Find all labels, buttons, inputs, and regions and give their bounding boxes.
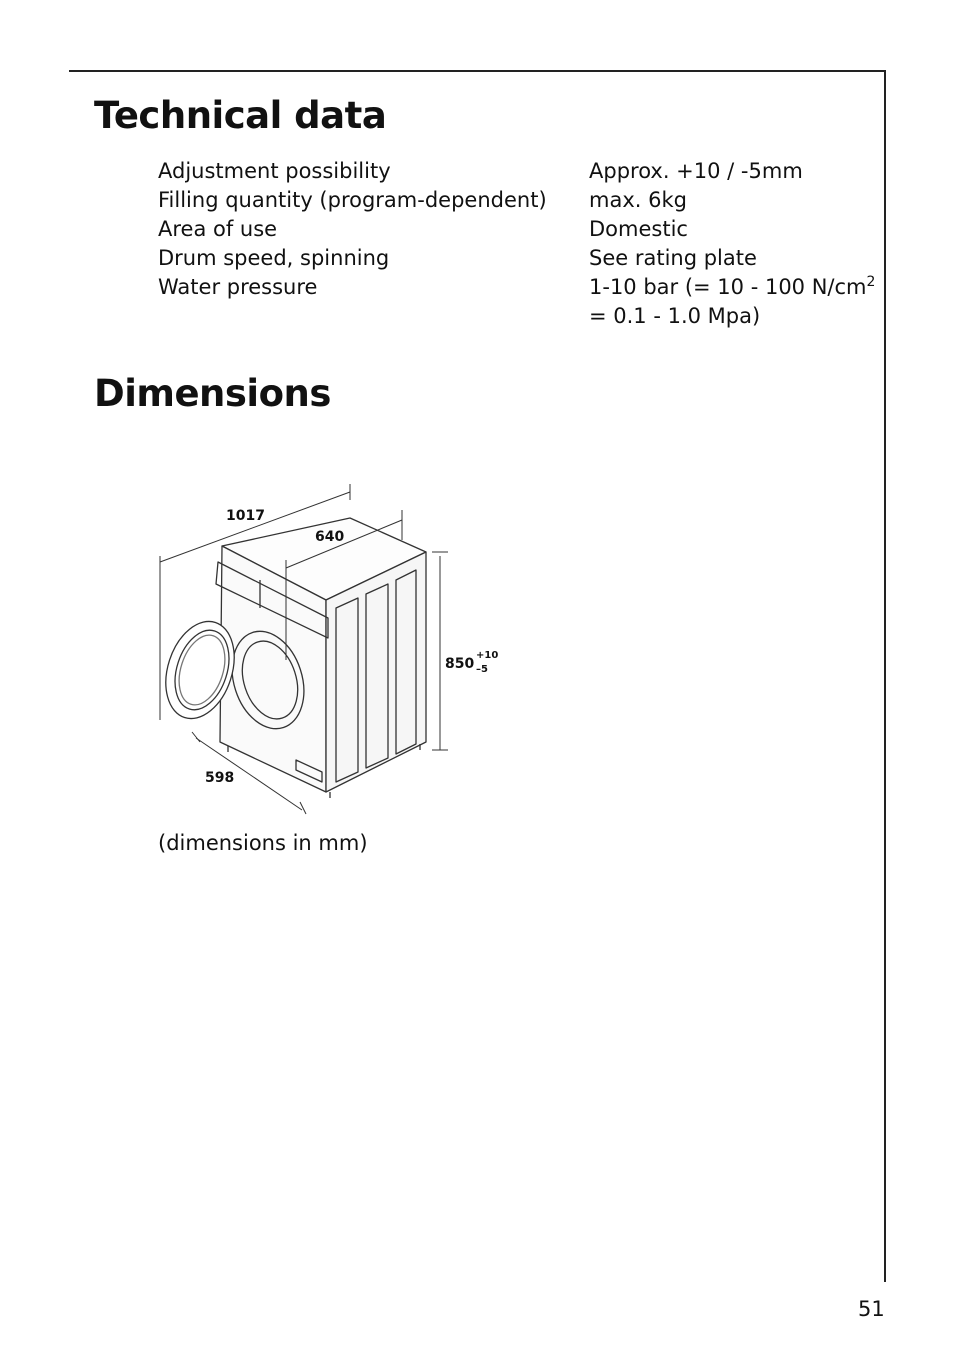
superscript-exponent: 2 xyxy=(866,274,876,290)
spec-value: Approx. +10 / -5mm xyxy=(589,159,803,183)
page-number: 51 xyxy=(858,1297,885,1321)
water-pressure-value: 1-10 bar (= 10 - 100 N/cm xyxy=(589,275,867,299)
spec-label: Adjustment possibility xyxy=(158,159,391,183)
spec-value xyxy=(589,273,879,331)
technical-data-heading: Technical data xyxy=(94,94,387,137)
washing-machine-dimension-drawing xyxy=(150,480,510,820)
right-rule xyxy=(884,70,886,1282)
spec-label: Water pressure xyxy=(158,275,318,299)
spec-label: Drum speed, spinning xyxy=(158,246,390,270)
dim-label-640: 640 xyxy=(315,529,345,545)
spec-label: Area of use xyxy=(158,217,278,241)
dim-label-598: 598 xyxy=(205,770,235,786)
spec-value: max. 6kg xyxy=(589,188,687,212)
water-pressure-value-continued: = 0.1 - 1.0 Mpa) xyxy=(589,304,761,328)
dim-label-850-tolerance-plus: +10 xyxy=(476,650,499,661)
dim-label-1017: 1017 xyxy=(226,508,265,524)
dim-label-850: 850 xyxy=(445,656,475,672)
dimensions-caption: (dimensions in mm) xyxy=(158,831,368,855)
spec-label: Filling quantity (program-dependent) xyxy=(158,188,547,212)
spec-value: Domestic xyxy=(589,217,688,241)
dim-label-850-tolerance-minus: –5 xyxy=(476,664,488,675)
top-rule xyxy=(69,70,886,72)
spec-value: See rating plate xyxy=(589,246,757,270)
dimensions-heading: Dimensions xyxy=(94,372,331,415)
